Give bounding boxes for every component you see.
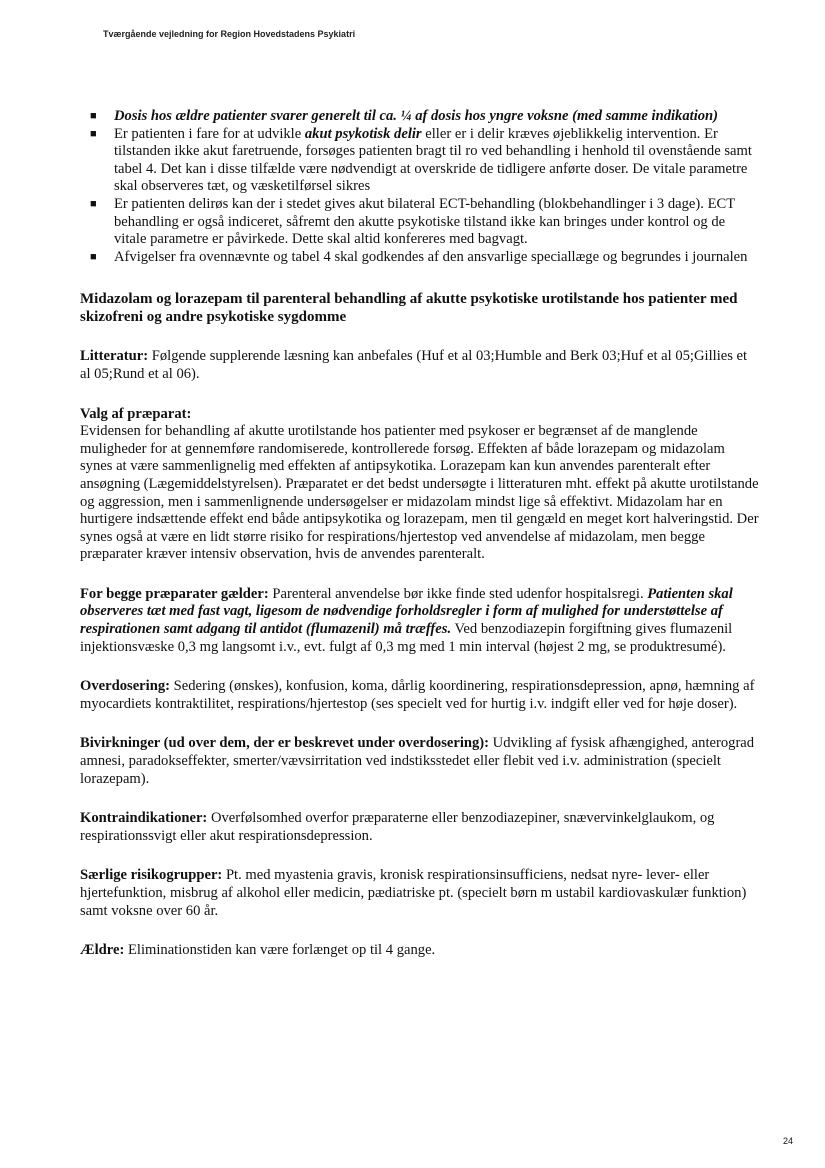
bullet-list bbox=[80, 108, 760, 266]
paragraph-label: Kontraindikationer: bbox=[80, 810, 208, 827]
paragraph-text: Parenteral anvendelse bør ikke finde sted udenfor hospitalsregi. bbox=[268, 585, 648, 602]
bullet-icon: ■ bbox=[90, 197, 97, 210]
paragraph-bivirkninger bbox=[80, 735, 760, 788]
paragraph-overdosering bbox=[80, 678, 760, 713]
paragraph-text: Følgende supplerende læsning kan anbefales (Huf et al 03;Humble and Berk 03;Huf et al 05;Gillies et al 05;Rund et al 06). bbox=[80, 348, 748, 382]
paragraph-begge bbox=[80, 586, 760, 656]
bullet-icon: ■ bbox=[90, 250, 97, 263]
paragraph-text: Pt. med myastenia gravis, kronisk respirationsinsufficiens, nedsat nyre- lever- eller hjertefunktion, misbrug af alkohol eller medicin, pædiatriske pt. (specielt børn m ustabil kardiovaskulær funktion) samt voksne over 60 år. bbox=[80, 867, 747, 919]
paragraph-label: Særlige risikogrupper: bbox=[80, 867, 223, 884]
paragraph-emphasis: Patienten skal observeres tæt med fast vagt, ligesom de nødvendige forholdsregler i form af mulighed for understøttelse af respirationen samt adgang til antidot (flumazenil) må træffes. bbox=[80, 585, 733, 638]
paragraph-label: Litteratur: bbox=[80, 348, 149, 365]
paragraph-label: Valg af præparat: bbox=[80, 405, 192, 422]
list-item bbox=[80, 249, 760, 267]
bullet-emphasis: akut psykotisk delir bbox=[304, 125, 422, 142]
paragraph-label: Ældre: bbox=[80, 942, 125, 959]
bullet-text-pre: Er patienten i fare for at udvikle bbox=[114, 125, 305, 142]
paragraph-text: Sedering (ønskes), konfusion, koma, dårlig koordinering, respirationsdepression, apnø, hæmning af myocardiets kontraktilitet, respirations/hjertestop (ses specielt ved for hurtig i.v. indgift eller ved for høje doser). bbox=[80, 678, 755, 712]
paragraph-label: Bivirkninger (ud over dem, der er beskrevet under overdosering): bbox=[80, 735, 490, 752]
document-body bbox=[80, 108, 760, 960]
bullet-icon: ■ bbox=[90, 127, 97, 140]
list-item bbox=[80, 108, 760, 126]
paragraph-text: Evidensen for behandling af akutte urotilstande hos patienter med psykoser er begrænset af de manglende muligheder for at gennemføre randomiserede, kontrollerede forsøg. Effekten af både lorazepam og midazolam synes at være sammenlignelig med effekten af antipsykotika. Lorazepam kan kun anvendes parenteralt efter ansøgning (Lægemiddelstyrelsen). Præparatet er det bedst undersøgte i litteraturen mht. effekt på akutte urotilstande og aggression, men i sammenlignende undersøgelser er midazolam mindst lige så effektivt. Midazolam har en hurtigere indsættende effekt end både antipsykotika og lorazepam, men til gengæld en meget kort halveringstid. Der synes også at være en lidt større risiko for respirations/hjertestop ved anvendelse af midazolam, men begge præparater kræver intensiv observation, hvis de anvendes parenteralt. bbox=[80, 423, 759, 563]
section-heading: Midazolam og lorazepam til parenteral behandling af akutte psykotiske urotilstande hos patienter med skizofreni og andre psykotiske sygdomme bbox=[80, 291, 738, 326]
paragraph-text: Overfølsomhed overfor præparaterne eller benzodiazepiner, snævervinkelglaukom, og respirationssvigt eller akut respirationsdepression. bbox=[80, 810, 715, 844]
paragraph-aeldre bbox=[80, 942, 760, 960]
paragraph-litteratur bbox=[80, 348, 760, 383]
paragraph-saerlige bbox=[80, 867, 760, 920]
paragraph-label: For begge præparater gælder: bbox=[80, 585, 269, 602]
paragraph-text: Eliminationstiden kan være forlænget op til 4 gange. bbox=[124, 942, 436, 959]
paragraph-text: Ved benzodiazepin forgiftning gives flumazenil injektionsvæske 0,3 mg langsomt i.v., evt. fulgt af 0,3 mg med 1 min interval (højest 2 mg, se produktresumé). bbox=[80, 621, 733, 655]
bullet-emphasis: Dosis hos ældre patienter svarer generelt til ca. ¼ af dosis hos yngre voksne (med samme indikation) bbox=[114, 108, 719, 124]
bullet-text: eller er i delir kræves øjeblikkelig intervention. Er tilstanden ikke akut faretruende, forsøges patienten bragt til ro ved behandling i henhold til ovenstående samt tabel 4. Det kan i disse tilfælde være nødvendigt at overskride de tidligere anførte doser. De vitale parametre skal observeres tæt, og væsketilførsel sikres bbox=[114, 125, 752, 195]
paragraph-label: Overdosering: bbox=[80, 678, 170, 695]
page-header: Tværgående vejledning for Region Hovedstadens Psykiatri bbox=[103, 29, 356, 39]
bullet-text: Afvigelser fra ovennævnte og tabel 4 skal godkendes af den ansvarlige speciallæge og begrundes i journalen bbox=[114, 248, 748, 265]
paragraph-valg bbox=[80, 406, 760, 564]
page-number: 24 bbox=[783, 1136, 794, 1146]
list-item bbox=[80, 196, 760, 249]
list-item bbox=[80, 126, 760, 196]
bullet-icon: ■ bbox=[90, 110, 97, 122]
bullet-text: Er patienten delirøs kan der i stedet gives akut bilateral ECT-behandling (blokbehandlinger i 3 dage). ECT behandling er også indiceret, såfremt den akutte psykotiske tilstand ikke kan bringes under kontrol og de vitale parametre er påvirkede. Dette skal altid konfereres med bagvagt. bbox=[114, 195, 735, 248]
paragraph-text: Udvikling af fysisk afhængighed, anterograd amnesi, paradokseffekter, smerter/vævsirritation ved indstiksstedet eller flebit ved i.v. administration (specielt lorazepam). bbox=[80, 735, 755, 787]
paragraph-kontraindikationer bbox=[80, 810, 760, 845]
